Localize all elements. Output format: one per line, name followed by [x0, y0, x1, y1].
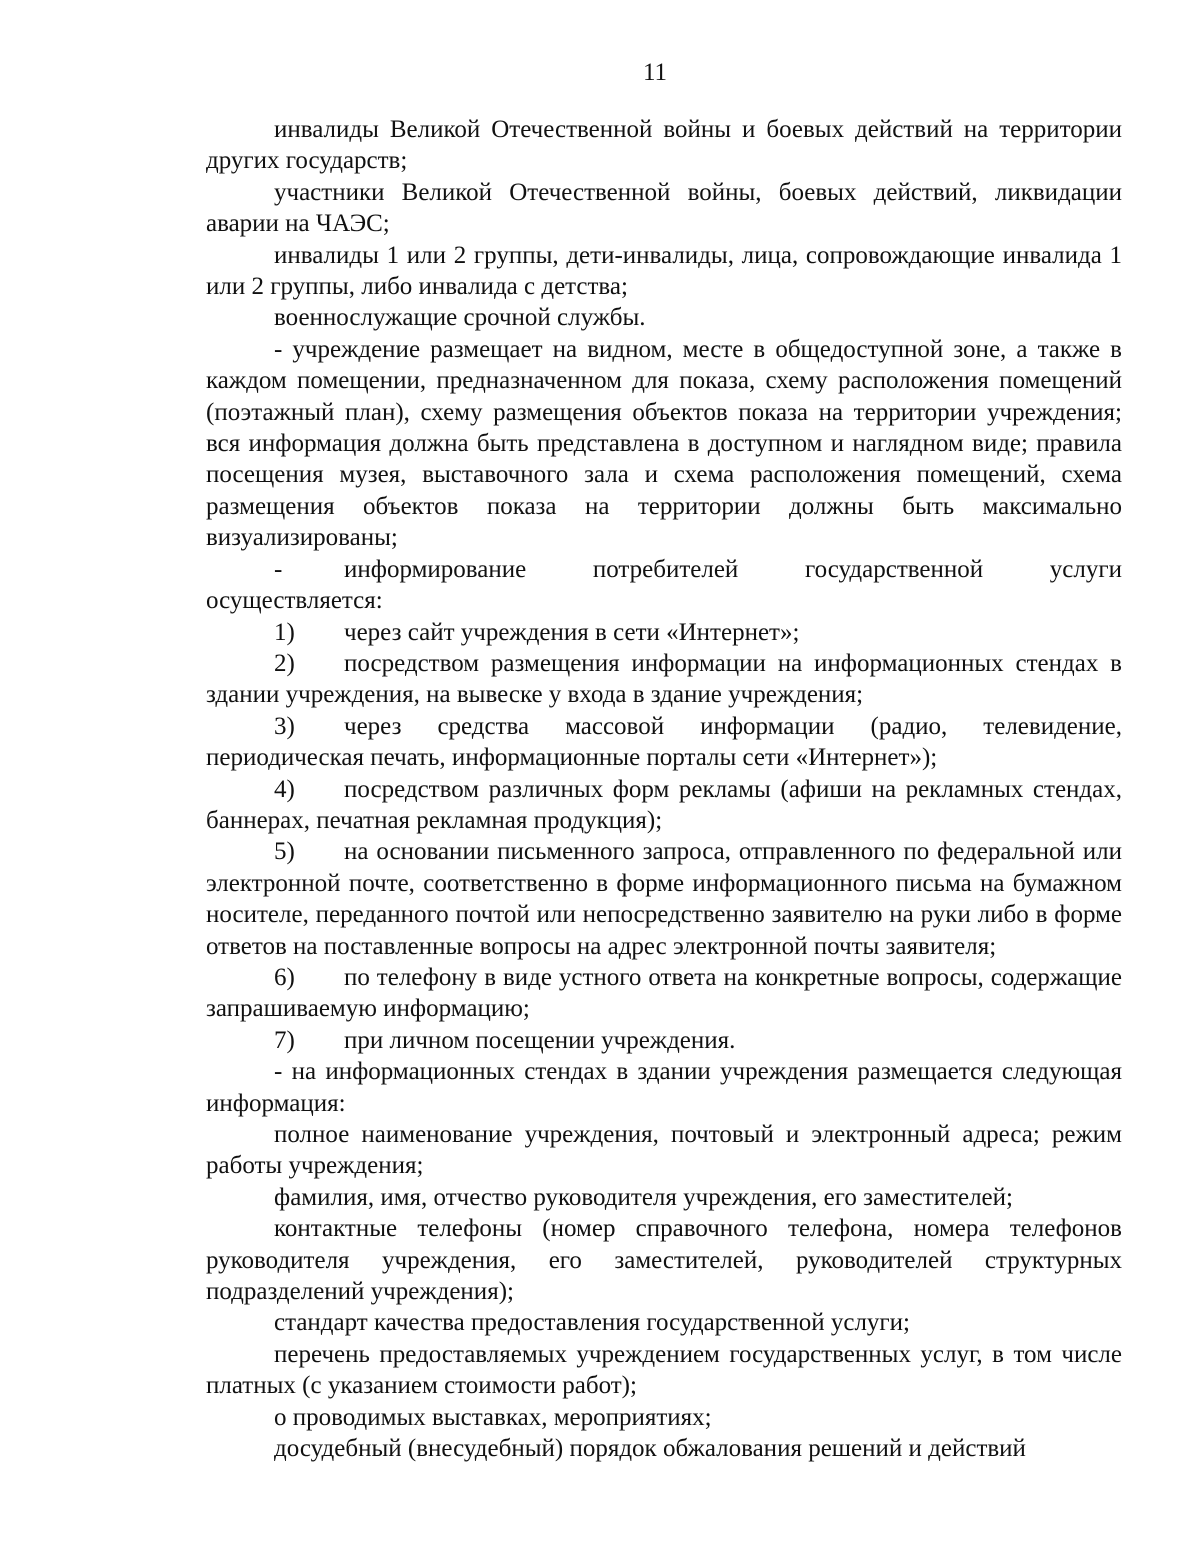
paragraph-stands-intro: - на информационных стендах в здании учреждения размещается следующая информация:	[206, 1058, 1122, 1117]
list-item-text: посредством размещения информации на информационных стендах в здании учреждения, на вывеске у входа в здание учреждения;	[206, 649, 1122, 709]
paragraph-informing-intro	[206, 554, 1122, 617]
list-item-text: по телефону в виде устного ответа на конкретные вопросы, содержащие запрашиваемую информацию;	[206, 963, 1122, 1023]
paragraph-disabled-groups: инвалиды 1 или 2 группы, дети-инвалиды, лица, сопровождающие инвалида 1 или 2 группы, либо инвалида с детства;	[206, 241, 1122, 301]
list-item-text: через средства массовой информации (радио, телевидение, периодическая печать, информационные порталы сети «Интернет»);	[206, 712, 1122, 772]
list-item	[206, 617, 1122, 648]
paragraph-quality-standard: стандарт качества предоставления государственной услуги;	[274, 1309, 910, 1337]
list-item-text: через сайт учреждения в сети «Интернет»;	[344, 618, 800, 646]
list-item-number: 5)	[274, 838, 295, 866]
paragraph-contact-phones: контактные телефоны (номер справочного телефона, номера телефонов руководителя учреждения, его заместителей, руководителей структурных подразделений учреждения);	[206, 1215, 1122, 1306]
list-item-number: 4)	[274, 775, 295, 803]
paragraph-war-participants: участники Великой Отечественной войны, боевых действий, ликвидации аварии на ЧАЭС;	[206, 178, 1122, 238]
paragraph-floor-plan: - учреждение размещает на видном, месте в общедоступной зоне, а также в каждом помещении, предназначенном для показа, схему расположения помещений (поэтажный план), схему размещения объектов показа на территории учреждения; вся информация должна быть представлена в доступном и наглядном виде; правила посещения музея, выставочного зала и схема расположения помещений, схема размещения объектов показа на территории должны быть максимально визуализированы;	[206, 335, 1122, 552]
list-item-text: на основании письменного запроса, отправленного по федеральной или электронной почте, соответственно в форме информационного письма на бумажном носителе, переданного почтой или непосредственно заявителю на руки либо в форме ответов на поставленные вопросы на адрес электронной почты заявителя;	[206, 838, 1122, 960]
list-item-number: 7)	[274, 1026, 295, 1054]
list-item	[206, 962, 1122, 1025]
paragraph-head-names: фамилия, имя, отчество руководителя учреждения, его заместителей;	[274, 1183, 1013, 1211]
list-item	[206, 774, 1122, 837]
list-item-number: 6)	[274, 963, 295, 991]
informing-intro-text: информирование потребителей государственной услуги осуществляется:	[206, 555, 1122, 615]
paragraph-appeal-procedure: досудебный (внесудебный) порядок обжалования решений и действий	[274, 1435, 1026, 1463]
list-item	[206, 836, 1122, 962]
paragraph-conscripts: военнослужащие срочной службы.	[274, 304, 646, 332]
list-item	[206, 1025, 1122, 1056]
list-item-number: 2)	[274, 649, 295, 677]
list-dash: -	[274, 555, 283, 583]
list-item-text: при личном посещении учреждения.	[344, 1026, 736, 1054]
paragraph-war-invalids: инвалиды Великой Отечественной войны и боевых действий на территории других государств;	[206, 116, 1122, 175]
list-item-number: 1)	[274, 618, 295, 646]
paragraph-exhibitions: о проводимых выставках, мероприятиях;	[274, 1403, 712, 1431]
list-item	[206, 648, 1122, 711]
list-item-number: 3)	[274, 712, 295, 740]
list-item-text: посредством различных форм рекламы (афиши на рекламных стендах, баннерах, печатная рекламная продукция);	[206, 775, 1122, 834]
document-body	[206, 114, 1122, 1464]
paragraph-full-name: полное наименование учреждения, почтовый и электронный адреса; режим работы учреждения;	[206, 1121, 1122, 1180]
page-number: 11	[642, 59, 668, 86]
list-item	[206, 711, 1122, 774]
paragraph-services-list: перечень предоставляемых учреждением государственных услуг, в том числе платных (с указанием стоимости работ);	[206, 1340, 1122, 1400]
